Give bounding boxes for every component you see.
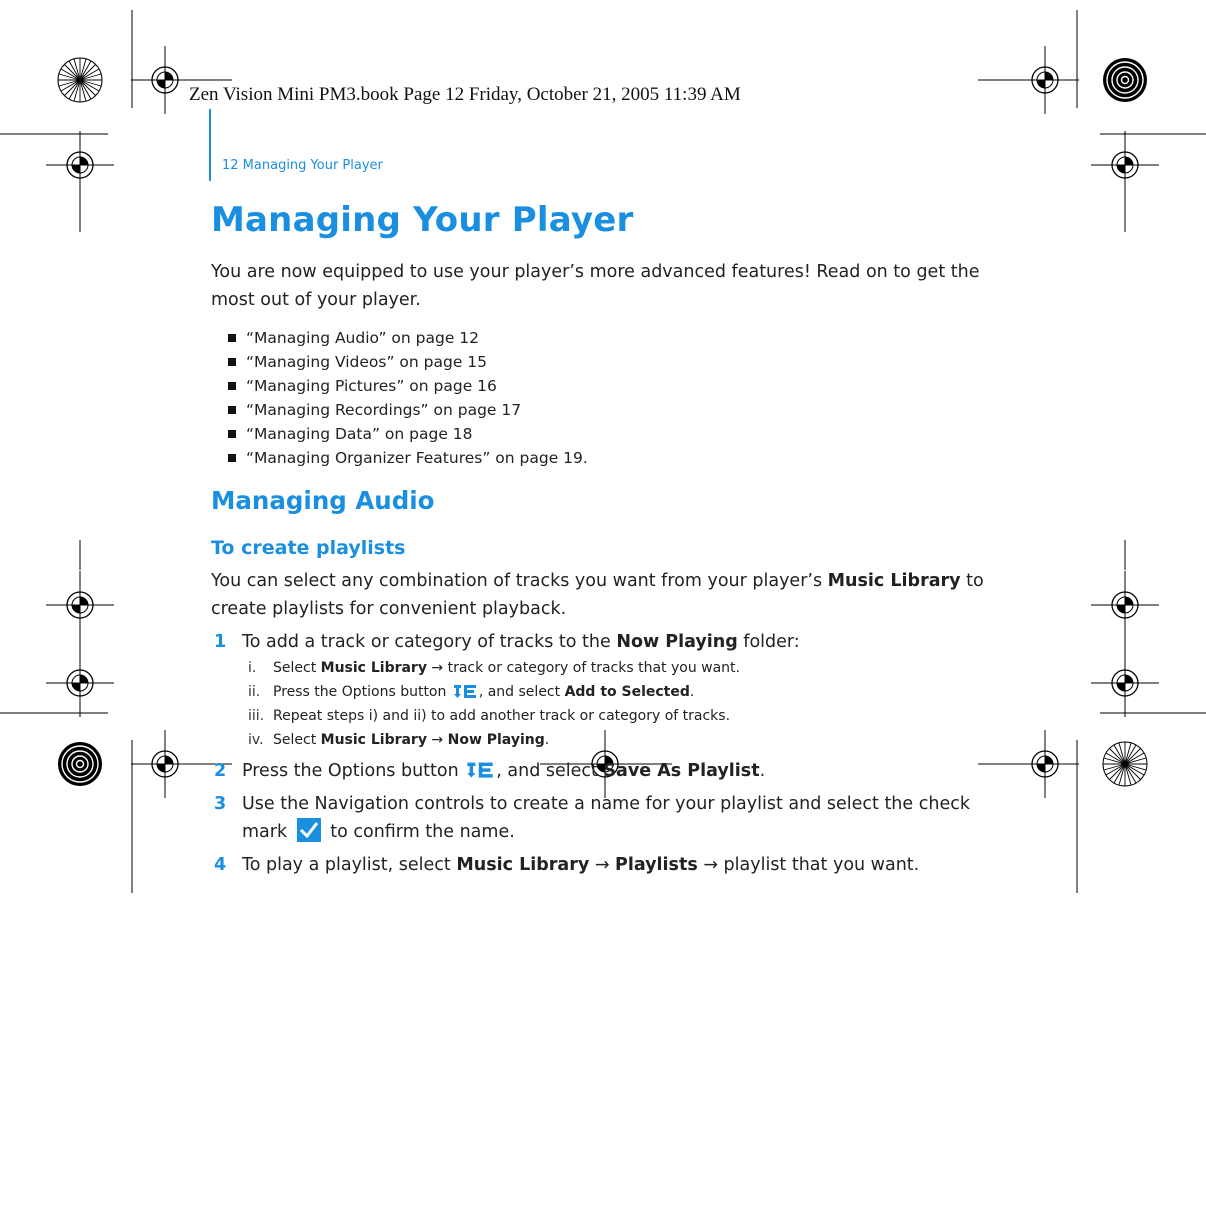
section-paragraph: You can select any combination of tracks you want from your player’s Music Library to create playlists for convenient playback.	[211, 571, 984, 619]
step-number: 3	[214, 794, 227, 814]
running-head: 12 Managing Your Player	[222, 158, 383, 173]
step-3: 3 Use the Navigation controls to create a name for your playlist and select the check mark to confirm the name.	[211, 791, 1001, 846]
page-content	[211, 200, 1001, 879]
intro-paragraph: You are now equipped to use your player’s more advanced features! Read on to get the most out of your player.	[211, 262, 980, 310]
check-mark-icon	[297, 818, 321, 842]
bullet-icon	[228, 454, 236, 462]
step-2: 2 Press the Options button , and select Save As Playlist.	[211, 758, 1001, 785]
toc-item[interactable]: “Managing Organizer Features” on page 19.	[228, 446, 1001, 470]
toc-list	[211, 326, 1001, 470]
substep-i: i. Select Music Library → track or category of tracks that you want.	[248, 660, 740, 676]
options-icon	[465, 760, 495, 779]
step-number: 4	[214, 855, 227, 875]
substep-iv: iv. Select Music Library → Now Playing.	[248, 732, 550, 748]
section-heading: Managing Audio	[211, 486, 435, 515]
bullet-icon	[228, 382, 236, 390]
subsection-heading: To create playlists	[211, 537, 406, 559]
color-target-icon	[58, 58, 102, 102]
bullet-icon	[228, 406, 236, 414]
color-target-icon	[1103, 742, 1147, 786]
color-target-icon	[1103, 58, 1147, 102]
print-slug: Zen Vision Mini PM3.book Page 12 Friday, October 21, 2005 11:39 AM	[189, 84, 741, 105]
toc-item[interactable]: “Managing Videos” on page 15	[228, 350, 1001, 374]
substep-iii: iii. Repeat steps i) and ii) to add another track or category of tracks.	[248, 708, 731, 724]
color-target-icon	[58, 742, 102, 786]
step-1: 1 To add a track or category of tracks to the Now Playing folder:	[211, 629, 1001, 656]
bullet-icon	[228, 358, 236, 366]
toc-item[interactable]: “Managing Data” on page 18	[228, 422, 1001, 446]
toc-item[interactable]: “Managing Recordings” on page 17	[228, 398, 1001, 422]
substep-ii: ii. Press the Options button , and select Add to Selected.	[248, 684, 695, 700]
bullet-icon	[228, 334, 236, 342]
bullet-icon	[228, 430, 236, 438]
substep-list	[211, 656, 1001, 752]
step-number: 1	[214, 632, 227, 652]
running-head-bar	[209, 109, 211, 181]
page-title: Managing Your Player	[211, 200, 634, 240]
toc-item[interactable]: “Managing Pictures” on page 16	[228, 374, 1001, 398]
toc-item[interactable]: “Managing Audio” on page 12	[228, 326, 1001, 350]
step-number: 2	[214, 761, 227, 781]
options-icon	[452, 683, 478, 699]
step-4: 4 To play a playlist, select Music Library → Playlists → playlist that you want.	[211, 852, 1001, 879]
